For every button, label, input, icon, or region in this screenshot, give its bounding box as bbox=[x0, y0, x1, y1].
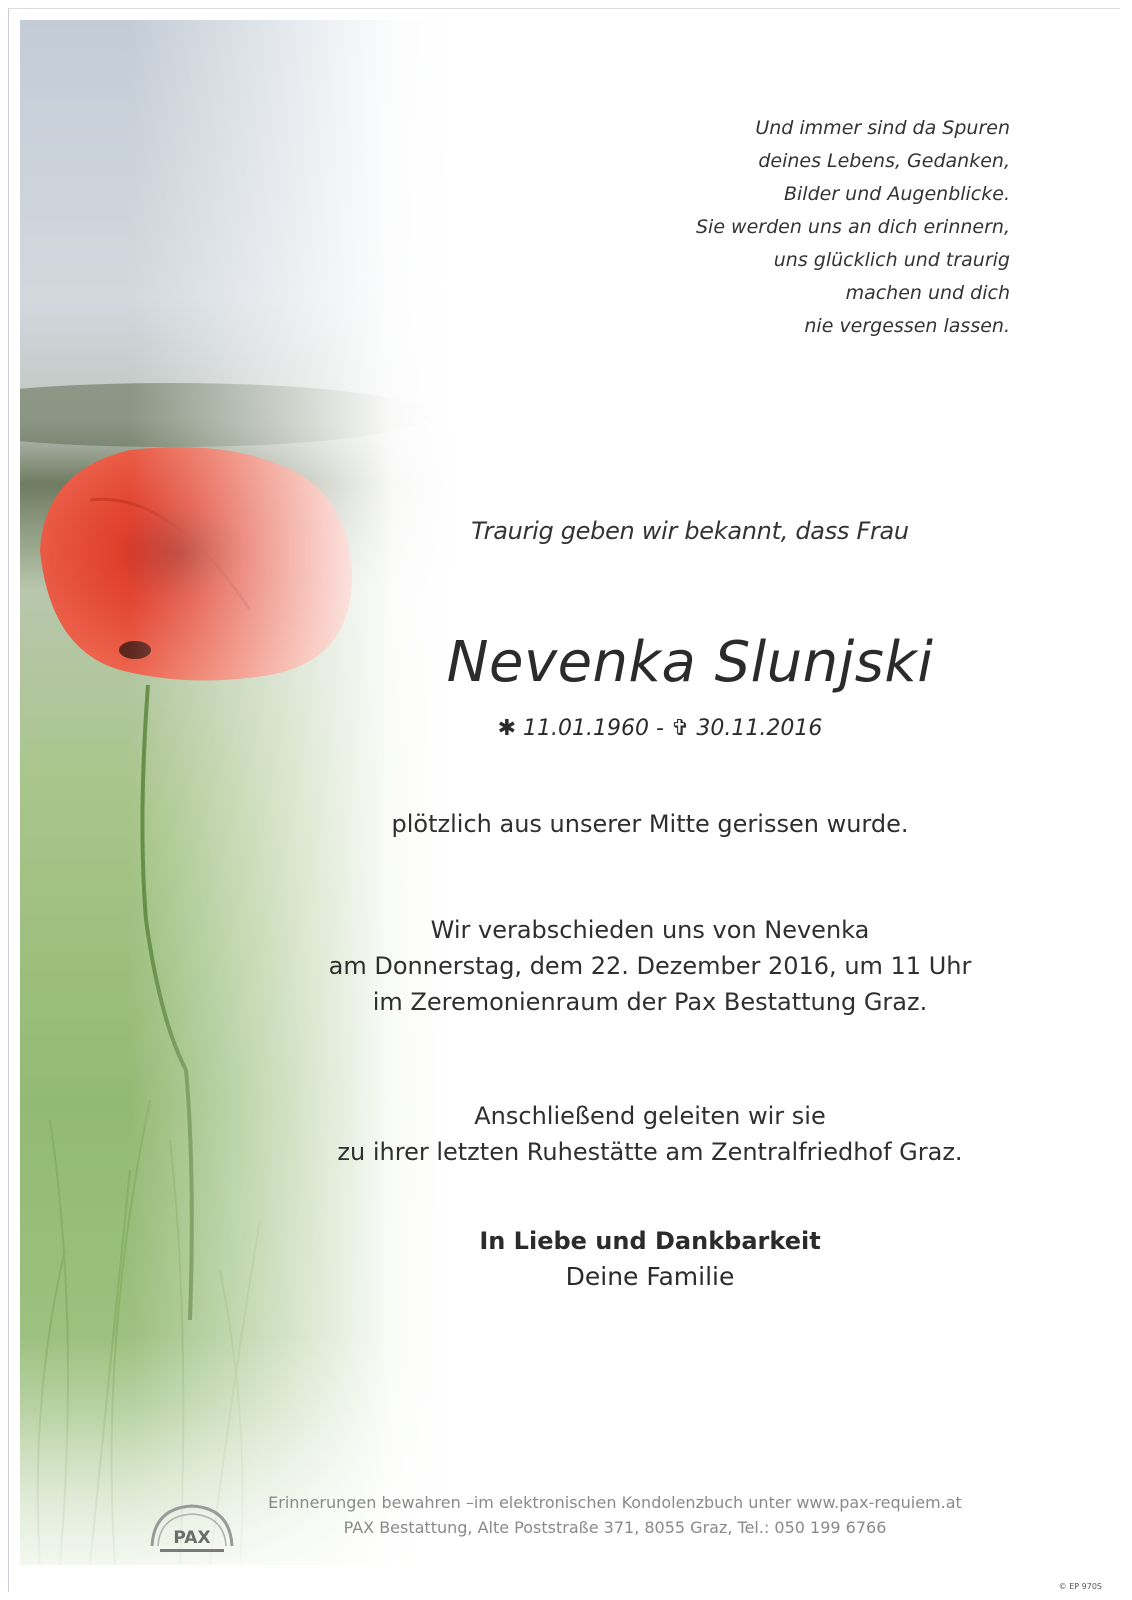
date-separator: - bbox=[656, 716, 664, 741]
announcement-intro: Traurig geben wir bekannt, dass Frau bbox=[471, 517, 909, 545]
signoff bbox=[400, 1223, 900, 1295]
family-line: Deine Familie bbox=[565, 1262, 735, 1291]
poem-line: machen und dich bbox=[845, 282, 1010, 304]
footer bbox=[240, 1490, 990, 1540]
sudden-death-line: plötzlich aus unserer Mitte gerissen wurde. bbox=[391, 810, 909, 838]
pax-logo-text: PAX bbox=[173, 1528, 211, 1548]
burial-line: Anschließend geleiten wir sie bbox=[474, 1102, 826, 1130]
death-date: 30.11.2016 bbox=[696, 716, 823, 741]
farewell-block bbox=[300, 912, 1000, 1020]
burial-line: zu ihrer letzten Ruhestätte am Zentralfriedhof Graz. bbox=[337, 1138, 963, 1166]
poem-line: uns glücklich und traurig bbox=[773, 249, 1010, 271]
print-code: © EP 970S bbox=[1058, 1582, 1102, 1591]
farewell-line: Wir verabschieden uns von Nevenka bbox=[430, 916, 870, 944]
star-icon: ✱ bbox=[497, 716, 517, 741]
birth-date: 11.01.1960 bbox=[523, 716, 650, 741]
poem-line: Bilder und Augenblicke. bbox=[783, 183, 1010, 205]
farewell-line: am Donnerstag, dem 22. Dezember 2016, um 11 Uhr bbox=[328, 952, 972, 980]
deceased-name: Nevenka Slunjski bbox=[446, 630, 934, 695]
farewell-line: im Zeremonienraum der Pax Bestattung Graz. bbox=[372, 988, 928, 1016]
poem-line: nie vergessen lassen. bbox=[804, 315, 1010, 337]
footer-condolence-line: Erinnerungen bewahren –im elektronischen Kondolenzbuch unter www.pax-requiem.at bbox=[268, 1493, 962, 1512]
poem bbox=[590, 112, 1010, 343]
poem-line: Und immer sind da Spuren bbox=[755, 117, 1010, 139]
burial-block bbox=[300, 1098, 1000, 1170]
cross-icon: ✞ bbox=[670, 716, 690, 741]
pax-logo bbox=[146, 1500, 238, 1560]
poem-line: Sie werden uns an dich erinnern, bbox=[695, 216, 1010, 238]
poem-line: deines Lebens, Gedanken, bbox=[758, 150, 1010, 172]
footer-address-line: PAX Bestattung, Alte Poststraße 371, 8055 Graz, Tel.: 050 199 6766 bbox=[343, 1518, 887, 1537]
closing-line: In Liebe und Dankbarkeit bbox=[479, 1227, 821, 1255]
life-dates bbox=[400, 716, 920, 741]
